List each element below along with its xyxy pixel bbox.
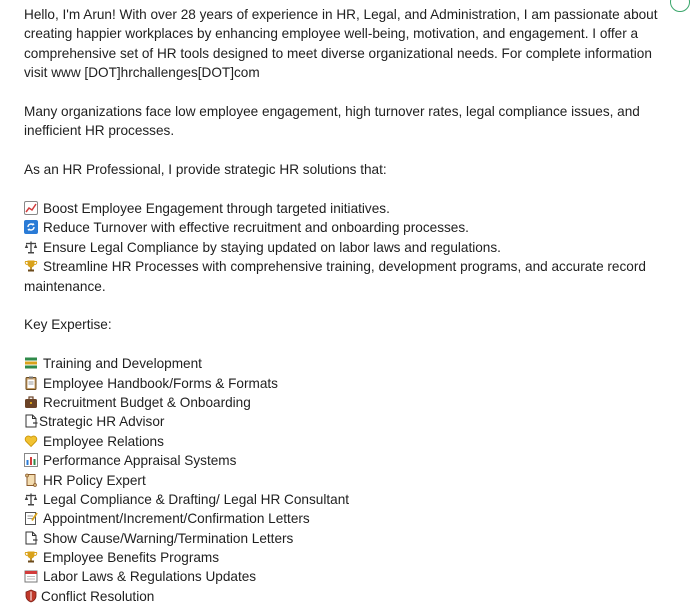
chart-increasing-icon [24, 201, 38, 215]
briefcase-icon [24, 395, 38, 409]
heart-icon [24, 434, 38, 448]
books-icon [24, 356, 38, 370]
intro-line: Hello, I'm Arun! With over 28 years of experience in HR, Legal, and Administration, I am passionate about [24, 7, 658, 22]
list-item-continuation: maintenance. [24, 278, 106, 294]
expertise-list [24, 354, 664, 606]
shield-icon [24, 589, 38, 603]
problem-line: Many organizations face low employee engagement, high turnover rates, legal compliance issues, and [24, 104, 640, 120]
list-item-text: Reduce Turnover with effective recruitment and onboarding processes. [43, 220, 469, 236]
intro-line: creating happier workplaces by enhancing employee well-being, motivation, and engagement. I offer a [24, 26, 639, 42]
list-item [24, 238, 664, 257]
trophy-icon [24, 259, 38, 273]
list-item-text: Employee Handbook/Forms & Formats [43, 375, 278, 391]
bar-chart-icon [24, 453, 38, 467]
intro-line: visit www [DOT]hrchallenges[DOT]com [24, 65, 260, 81]
list-item-text: Training and Development [43, 356, 202, 372]
profile-description [24, 5, 664, 606]
list-item [24, 529, 664, 548]
expertise-heading: Key Expertise: [24, 317, 112, 333]
solutions-list [24, 199, 664, 296]
list-item [24, 548, 664, 567]
intro-line: comprehensive set of HR tools designed to meet diverse organizational needs. For complete information [24, 45, 652, 61]
list-item-text: Show Cause/Warning/Termination Letters [43, 530, 294, 546]
list-item-text: HR Policy Expert [43, 472, 146, 488]
document-icon [24, 414, 38, 428]
list-item [24, 374, 664, 393]
list-item-text: Ensure Legal Compliance by staying updated on labor laws and regulations. [43, 239, 501, 255]
list-item [24, 393, 664, 412]
list-item [24, 199, 664, 218]
list-item-text: Recruitment Budget & Onboarding [43, 394, 251, 410]
list-item [24, 412, 664, 431]
list-item-text: Employee Benefits Programs [43, 550, 220, 566]
list-item-text: Appointment/Increment/Confirmation Letters [43, 511, 310, 527]
list-item-text: Legal Compliance & Drafting/ Legal HR Consultant [43, 491, 350, 507]
calendar-icon [24, 569, 38, 583]
balance-scale-icon [24, 240, 38, 254]
list-item-text: Streamline HR Processes with comprehensive training, development programs, and accurate record [43, 259, 646, 275]
list-item [24, 490, 664, 509]
list-item-text: Strategic HR Advisor [39, 414, 165, 430]
clipboard-icon [24, 376, 38, 390]
problem-line: inefficient HR processes. [24, 123, 175, 139]
status-check-icon [670, 0, 690, 12]
list-item [24, 567, 664, 586]
list-item-text: Conflict Resolution [41, 588, 155, 604]
intro-paragraph [24, 5, 664, 83]
list-item-text: Boost Employee Engagement through targeted initiatives. [43, 201, 390, 217]
list-item [24, 471, 664, 490]
list-item [24, 432, 664, 451]
refresh-icon [24, 220, 38, 234]
list-item [24, 509, 664, 528]
memo-icon [24, 511, 38, 525]
list-item [24, 354, 664, 373]
list-item [24, 451, 664, 470]
solutions-intro: As an HR Professional, I provide strategic HR solutions that: [24, 162, 387, 178]
balance-scale-icon [24, 492, 38, 506]
list-item [24, 587, 664, 606]
list-item-text: Performance Appraisal Systems [43, 453, 237, 469]
trophy-icon [24, 550, 38, 564]
problem-paragraph [24, 102, 664, 141]
scroll-icon [24, 473, 38, 487]
list-item [24, 218, 664, 237]
list-item-text: Labor Laws & Regulations Updates [43, 569, 257, 585]
list-item-text: Employee Relations [43, 433, 164, 449]
document-icon [24, 531, 38, 545]
list-item [24, 257, 664, 276]
